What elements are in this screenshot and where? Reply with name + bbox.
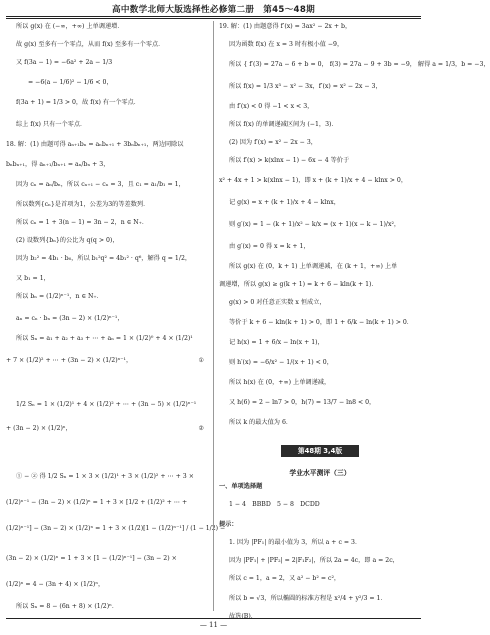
- column-divider: [213, 21, 214, 611]
- text-line: 所以 f(x) 的单调递减区间为 (−1，3)．: [229, 121, 338, 128]
- text-line: 故选(B)．: [229, 613, 257, 620]
- text-line: ① − ② 得 1/2 Sₙ = 1 × 3 × (1/2)¹ + 3 × (1/2)² + ⋯ + 3 ×: [16, 473, 194, 480]
- text-line: 提示：: [219, 521, 238, 528]
- text-line: 调递增，所以 g(x) ≥ g(k + 1) = k + 6 − kln(k + 1)．: [219, 281, 378, 288]
- text-line: + (3n − 2) × (1/2)ⁿ，: [6, 425, 72, 432]
- text-line: 19. 解：(1) 由题意得 f′(x) = 3ax² − 2x + b，: [219, 23, 352, 30]
- text-line: 由 f′(x) < 0 得 −1 < x < 3，: [229, 103, 314, 110]
- text-line: 所以 Sₙ = 8 − (6n + 8) × (1/2)ⁿ．: [16, 603, 119, 610]
- text-line: 等价于 k + 6 − kln(k + 1) > 0，即 1 + 6/k − ln(k + 1) > 0．: [229, 319, 413, 326]
- text-line: (1/2)ⁿ⁻¹ − (3n − 2) × (1/2)ⁿ = 1 + 3 × [1/2 + (1/2)² + ⋯ +: [6, 499, 188, 506]
- text-line: 1. 因为 |PF₁| 的最小值为 3，所以 a + c = 3．: [229, 539, 362, 546]
- text-line: (1/2)ⁿ = 4 − (3n + 4) × (1/2)ⁿ，: [6, 581, 105, 588]
- equation-number: ①: [198, 357, 204, 364]
- footer-rule: [6, 618, 421, 619]
- text-line: 所以 h(x) 在 (0，+∞) 上单调递减，: [229, 379, 331, 386]
- text-line: 所以 g(x) 在 (−∞，+∞) 上单调递增．: [16, 23, 124, 30]
- text-line: 18. 解：(1) 由题可得 aₙ₊₁bₙ = aₙbₙ₊₁ + 3bₙbₙ₊₁，两边同除以: [6, 141, 184, 148]
- page-header: 高中数学北师大版选择性必修第二册 第45～48期: [112, 5, 315, 15]
- text-line: 又 h(6) = 2 − ln7 > 0，h(7) = 13/7 − ln8 < 0，: [229, 399, 376, 406]
- text-line: 由 g′(x) = 0 得 x = k + 1，: [229, 243, 310, 250]
- text-line: 所以 f(x) = 1/3 x³ − x² − 3x，f′(x) = x² − 2x − 3，: [229, 83, 382, 90]
- text-line: 因为 b₂² = 4b₁ · b₆，所以 b₁²q² = 4b₁² · q⁶，解得 q = 1/2，: [16, 255, 192, 262]
- text-line: (2) 因为 f′(x) = x² − 2x − 3，: [229, 139, 317, 146]
- text-line: 则 g′(x) = 1 − (k + 1)/x² − k/x = (x + 1)(x − k − 1)/x²，: [229, 221, 401, 228]
- text-line: 记 h(x) = 1 + 6/x − ln(x + 1)，: [229, 339, 324, 346]
- text-line: 所以 k 的最大值为 6．: [229, 419, 293, 426]
- text-line: x² + 4x + 1 > k(xlnx − 1)，即 x + (k + 1)/x + 4 − klnx > 0，: [219, 177, 408, 184]
- text-line: 因为函数 f(x) 在 x = 3 时有极小值 −9，: [229, 41, 344, 48]
- text-line: 所以 cₙ = 1 + 3(n − 1) = 3n − 2，n ∈ N₊．: [16, 219, 149, 226]
- equation-number: ②: [198, 425, 204, 432]
- text-line: (1/2)ⁿ⁻¹] − (3n − 2) × (1/2)ⁿ = 1 + 3 × (1/2)[1 − (1/2)ⁿ⁻¹] / (1 − 1/2) −: [6, 525, 226, 532]
- text-line: 一、单项选择题: [219, 483, 263, 490]
- text-line: 所以 Sₙ = a₁ + a₂ + a₃ + ⋯ + aₙ = 1 × (1/2)⁰ + 4 × (1/2)¹: [16, 335, 193, 342]
- text-line: 又 f(3a − 1) = −6a² + 2a − 1/3: [16, 59, 113, 66]
- text-line: 因为 |PF₁| + |PF₂| = 2|F₁F₂|，所以 2a = 4c，即 a = 2c，: [229, 557, 399, 564]
- text-line: aₙ = cₙ · bₙ = (3n − 2) × (1/2)ⁿ⁻¹，: [16, 315, 124, 322]
- text-line: 综上 f(x) 只有一个零点．: [16, 121, 87, 128]
- header-rule-thin: [6, 18, 421, 19]
- text-line: 所以 f′(x) > k(xlnx − 1) − 6x − 4 等价于: [229, 157, 350, 164]
- page-number: — 11 —: [199, 621, 228, 629]
- text-line: 则 h′(x) = −6/x² − 1/(x + 1) < 0，: [229, 359, 333, 366]
- text-line: = −6(a − 1/6)² − 1/6 < 0，: [28, 79, 113, 86]
- section-subtitle: 学业水平测评（三）: [289, 469, 351, 477]
- text-line: (3n − 2) × (1/2)ⁿ = 1 + 3 × [1 − (1/2)ⁿ⁻¹] − (3n − 2) ×: [6, 555, 177, 562]
- text-line: + 7 × (1/2)² + ⋯ + (3n − 2) × (1/2)ⁿ⁻¹，: [6, 357, 133, 364]
- text-line: 故 g(x) 至多有一个零点，从而 f(x) 至多有一个零点．: [16, 41, 165, 48]
- text-line: 所以 { f′(3) = 27a − 6 + b = 0， f(3) = 27a − 9 + 3b = −9， 解得 a = 1/3，b = −3，: [229, 61, 490, 68]
- text-line: (2) 设数列{bₙ}的公比为 q(q > 0)，: [16, 237, 119, 244]
- text-line: 又 b₁ = 1，: [16, 275, 50, 282]
- text-line: 记 g(x) = x + (k + 1)/x + 4 − klnx，: [229, 199, 340, 206]
- text-line: 所以 b = √3，所以椭圆的标准方程是 x²/4 + y²/3 = 1．: [229, 595, 387, 602]
- text-line: bₙbₙ₊₁，得 aₙ₊₁/bₙ₊₁ = aₙ/bₙ + 3，: [6, 161, 110, 168]
- text-line: 1/2 Sₙ = 1 × (1/2)¹ + 4 × (1/2)² + ⋯ + (3n − 5) × (1/2)ⁿ⁻¹: [16, 401, 197, 408]
- text-line: f(3a + 1) = 1/3 > 0，故 f(x) 有一个零点．: [16, 99, 140, 106]
- header-rule: [6, 16, 421, 17]
- section-badge: 第48期 3,4版: [281, 445, 359, 457]
- text-line: g(x) > 0 对任意正实数 x 恒成立，: [229, 299, 326, 306]
- text-line: 所以数列{cₙ}是首项为1，公差为3的等差数列．: [16, 201, 150, 208]
- text-line: 1 − 4 BBBD 5 − 8 DCDD: [229, 501, 320, 508]
- text-line: 所以 bₙ = (1/2)ⁿ⁻¹，n ∈ N₊．: [16, 293, 103, 300]
- text-line: 所以 c = 1，a = 2，又 a² − b² = c²，: [229, 575, 341, 582]
- text-line: 因为 cₙ = aₙ/bₙ，所以 cₙ₊₁ − cₙ = 3，且 c₁ = a₁/b₁ = 1，: [16, 181, 185, 188]
- text-line: 所以 g(x) 在 (0，k + 1) 上单调递减，在 (k + 1，+∞) 上单: [229, 263, 398, 270]
